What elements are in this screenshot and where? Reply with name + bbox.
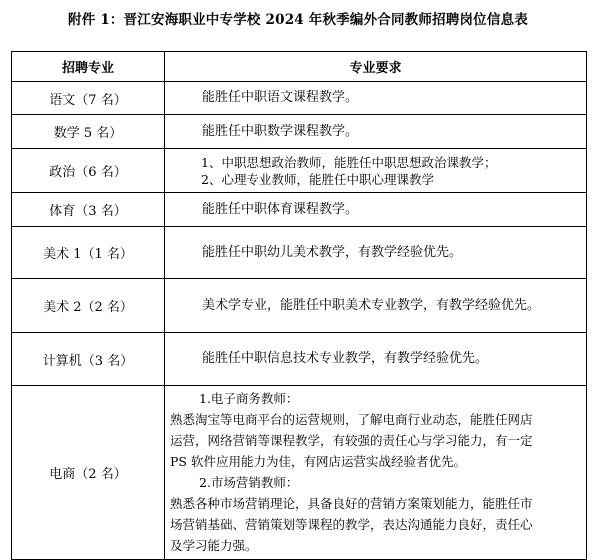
requirement-text: 能胜任中职信息技术专业教学，有教学经验优先。 (202, 351, 489, 366)
table-row (12, 227, 587, 279)
table-row (12, 333, 587, 386)
requirement-text: 场营销基础、营销策划等课程的教学，表达沟通能力良好，责任心 (170, 517, 533, 532)
requirement-text: 能胜任中职数学课程教学。 (202, 123, 359, 139)
table-header-row (12, 52, 587, 82)
requirement-cell (165, 386, 587, 560)
requirement-text: 1、中职思想政治教师，能胜任中职思想政治课教学； (201, 154, 497, 170)
major-cell: 电商（2 名） (12, 386, 165, 560)
requirement-cell (165, 279, 587, 333)
table-row (12, 82, 587, 115)
major-cell: 美术 2（2 名） (12, 279, 165, 333)
table-row (12, 386, 587, 560)
header-requirement: 专业要求 (165, 52, 587, 82)
page-title: 附件 1：晋江安海职业中专学校 2024 年秋季编外合同教师招聘岗位信息表 (68, 12, 528, 28)
requirement-cell (165, 193, 587, 227)
recruitment-table (11, 51, 587, 560)
major-cell: 美术 1（1 名） (12, 227, 165, 279)
requirement-text: 运营，网络营销等课程教学，有较强的责任心与学习能力，有一定 (170, 433, 533, 448)
table-row (12, 115, 587, 149)
requirement-cell (165, 333, 587, 386)
requirement-cell (165, 149, 587, 193)
major-cell: 数学 5 名） (12, 115, 165, 149)
requirement-subheading: 1.电子商务教师： (199, 391, 299, 406)
requirement-subheading: 2.市场营销教师： (199, 475, 299, 490)
major-cell: 体育（3 名） (12, 193, 165, 227)
requirement-text: PS 软件应用能力为佳，有网店运营实战经验者优先。 (170, 454, 466, 469)
requirement-text: 能胜任中职幼儿美术教学，有教学经验优先。 (202, 244, 463, 260)
table-row (12, 193, 587, 227)
requirement-text: 美术学专业，能胜任中职美术专业教学，有教学经验优先。 (202, 297, 541, 313)
requirement-text: 能胜任中职语文课程教学。 (202, 90, 359, 105)
major-cell: 政治（6 名） (12, 149, 165, 193)
table-row (12, 279, 587, 333)
requirement-cell (165, 227, 587, 279)
header-major: 招聘专业 (12, 52, 165, 82)
major-cell: 语文（7 名） (12, 82, 165, 115)
requirement-text: 2、心理专业教师，能胜任中职心理课教学 (201, 171, 434, 187)
major-cell: 计算机（3 名） (12, 333, 165, 386)
requirement-text: 能胜任中职体育课程教学。 (202, 201, 359, 217)
requirement-cell (165, 115, 587, 149)
requirement-text: 及学习能力强。 (170, 538, 258, 553)
requirement-text: 熟悉淘宝等电商平台的运营规则，了解电商行业动态，能胜任网店 (170, 412, 533, 427)
requirement-cell (165, 82, 587, 115)
requirement-text: 熟悉各种市场营销理论，具备良好的营销方案策划能力，能胜任市 (170, 496, 533, 511)
table-row (12, 149, 587, 193)
